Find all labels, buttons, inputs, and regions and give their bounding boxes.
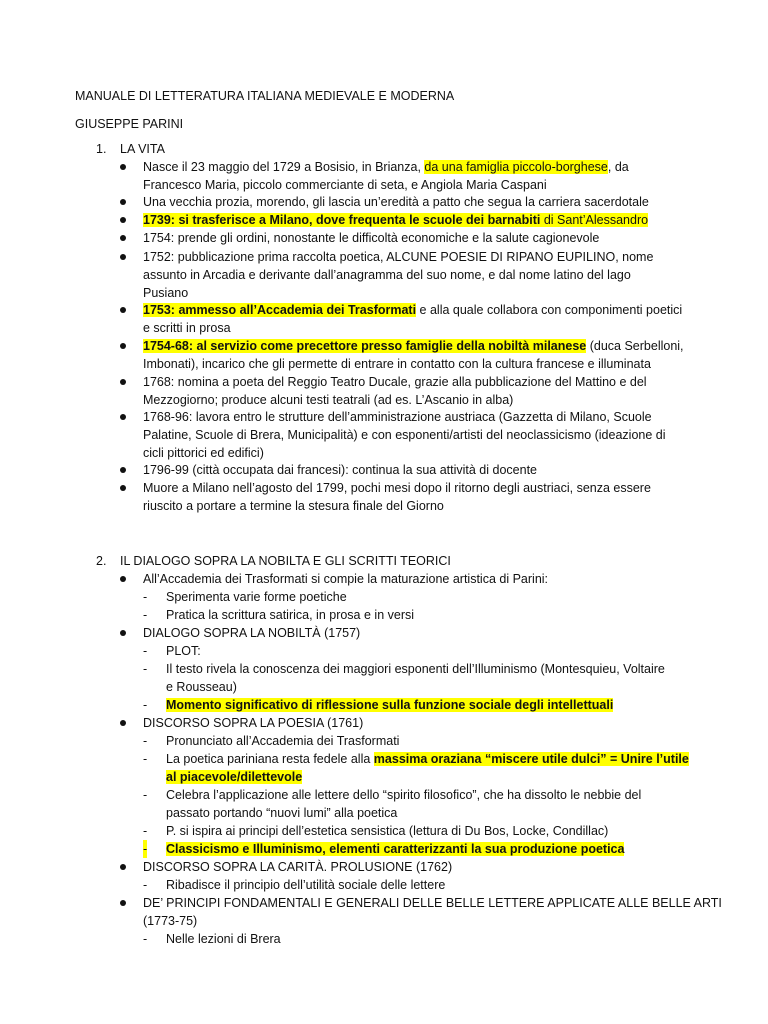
section-1-number: 1. (96, 142, 107, 156)
s2-item-5-line-1: DE’ PRINCIPI FONDAMENTALI E GENERALI DELLE BELLE LETTERE APPLICATE ALLE BELLE ARTI (143, 896, 722, 910)
highlight: massima oraziana “miscere utile dulci” = Unire l’utile (373, 752, 689, 766)
bullet-icon (120, 864, 126, 870)
dash-icon: - (143, 662, 148, 676)
s1-item-4: 1754: prende gli ordini, nonostante le difficoltà economiche e la salute cagionevole (143, 231, 600, 245)
s2-item-1: All’Accademia dei Trasformati si compie la maturazione artistica di Parini: (143, 572, 549, 586)
s1-item-6-line-1: 1753: ammesso all’Accademia dei Trasformati e alla quale collabora con componimenti poetici (143, 303, 683, 317)
s1-item-10: 1796-99 (città occupata dai francesi): continua la sua attività di docente (143, 463, 537, 477)
s1-item-9-line-2: Palatine, Scuole di Brera, Municipalità) e con esponenti/artisti del neoclassicismo (ideazione di (143, 428, 666, 442)
s2-item-3-sub-3-line-1: Celebra l’applicazione alle lettere dello “spirito filosofico”, che ha dissolto le nebbie del (166, 788, 642, 802)
bullet-icon (120, 720, 126, 726)
bullet-icon (120, 164, 126, 170)
s1-item-11-line-1: Muore a Milano nell’agosto del 1799, pochi mesi dopo il ritorno degli austriaci, senza essere (143, 481, 651, 495)
bullet-icon (120, 379, 126, 385)
s1-item-5-line-1: 1752: pubblicazione prima raccolta poetica, ALCUNE POESIE DI RIPANO EUPILINO, nome (143, 250, 654, 264)
s2-item-3-sub-4: P. si ispira ai principi dell’estetica sensistica (lettura di Du Bos, Locke, Condillac) (166, 824, 609, 838)
bullet-icon (120, 199, 126, 205)
s1-item-11-line-2: riuscito a portare a termine la stesura finale del Giorno (143, 499, 444, 513)
s1-item-6-line-2: e scritti in prosa (143, 321, 231, 335)
dash-icon: - (143, 842, 148, 856)
s2-item-2-sub-1: PLOT: (166, 644, 201, 658)
s1-item-7-line-1: 1754-68: al servizio come precettore presso famiglie della nobiltà milanese (duca Serbelloni, (143, 339, 684, 353)
bullet-icon (120, 576, 126, 582)
dash-icon: - (143, 824, 148, 838)
dash-icon: - (143, 878, 148, 892)
dash-icon: - (143, 734, 148, 748)
highlight: Classicismo e Illuminismo, elementi caratterizzanti la sua produzione poetica (166, 842, 625, 856)
s1-item-9-line-1: 1768-96: lavora entro le strutture dell’amministrazione austriaca (Gazzetta di Milano, Scuole (143, 410, 652, 424)
bullet-icon (120, 343, 126, 349)
s2-item-3-sub-5 (166, 840, 624, 858)
s1-item-3: 1739: si trasferisce a Milano, dove frequenta le scuole dei barnabiti di Sant’Alessandro (143, 213, 649, 227)
s2-item-3-sub-2-line-2 (166, 768, 302, 786)
s1-item-9-line-3: cicli pittorici ed edifici) (143, 446, 264, 460)
section-1-title: LA VITA (120, 142, 165, 156)
highlight: al piacevole/dilettevole (166, 770, 303, 784)
s1-item-5-line-2: assunto in Arcadia e derivante dall’anagramma del suo nome, e dal nome latino del lago (143, 268, 631, 282)
document-title: MANUALE DI LETTERATURA ITALIANA MEDIEVALE E MODERNA (75, 89, 455, 103)
dash-icon: - (143, 788, 148, 802)
s2-item-2-sub-3 (166, 696, 613, 714)
s2-item-3-sub-2-line-1: La poetica pariniana resta fedele alla massima oraziana “miscere utile dulci” = Unire l’utile (166, 752, 689, 766)
s1-item-1-line-1: Nasce il 23 maggio del 1729 a Bosisio, in Brianza, da una famiglia piccolo-borghese, da (143, 160, 629, 174)
s2-item-4-sub-1: Ribadisce il principio dell’utilità sociale delle lettere (166, 878, 446, 892)
bullet-icon (120, 254, 126, 260)
bullet-icon (120, 217, 126, 223)
s2-item-3-sub-1: Pronunciato all’Accademia dei Trasformati (166, 734, 400, 748)
s2-item-1-sub-2: Pratica la scrittura satirica, in prosa e in versi (166, 608, 415, 622)
bullet-icon (120, 235, 126, 241)
s1-item-8-line-1: 1768: nomina a poeta del Reggio Teatro Ducale, grazie alla pubblicazione del Mattino e del (143, 375, 647, 389)
section-2-number: 2. (96, 554, 107, 568)
bullet-icon (120, 900, 126, 906)
highlight: da una famiglia piccolo-borghese (424, 160, 608, 174)
section-2-title: IL DIALOGO SOPRA LA NOBILTA E GLI SCRITTI TEORICI (120, 554, 451, 568)
bullet-icon (120, 485, 126, 491)
s2-item-2-sub-2-line-2: e Rousseau) (166, 680, 237, 694)
dash-icon: - (143, 644, 148, 658)
s2-item-3-sub-3-line-2: passato portando “nuovi lumi” alla poetica (166, 806, 398, 820)
bullet-icon (120, 414, 126, 420)
s2-item-4: DISCORSO SOPRA LA CARITÀ. PROLUSIONE (1762) (143, 860, 453, 874)
bullet-icon (120, 467, 126, 473)
dash-icon: - (143, 590, 148, 604)
s1-item-2: Una vecchia prozia, morendo, gli lascia un’eredità a patto che segua la carriera sacerdotale (143, 195, 649, 209)
bullet-icon (120, 307, 126, 313)
s2-item-1-sub-1: Sperimenta varie forme poetiche (166, 590, 347, 604)
author-heading: GIUSEPPE PARINI (75, 117, 184, 131)
s2-item-5-sub-1: Nelle lezioni di Brera (166, 932, 281, 946)
s2-item-2-sub-2-line-1: Il testo rivela la conoscenza dei maggiori esponenti dell’Illuminismo (Montesquieu, Voltaire (166, 662, 665, 676)
s1-item-1-line-2: Francesco Maria, piccolo commerciante di seta, e Angiola Maria Caspani (143, 178, 547, 192)
highlight: Momento significativo di riflessione sulla funzione sociale degli intellettuali (166, 698, 614, 712)
dash-icon: - (143, 608, 148, 622)
highlight: 1739: si trasferisce a Milano, dove frequenta le scuole dei barnabiti (143, 213, 541, 227)
s1-item-8-line-2: Mezzogiorno; produce alcuni testi teatrali (ad es. L’Ascanio in alba) (143, 393, 514, 407)
s2-item-2: DIALOGO SOPRA LA NOBILTÀ (1757) (143, 626, 361, 640)
bullet-icon (120, 630, 126, 636)
s2-item-3: DISCORSO SOPRA LA POESIA (1761) (143, 716, 364, 730)
highlight: 1754-68: al servizio come precettore presso famiglie della nobiltà milanese (143, 339, 587, 353)
dash-icon: - (143, 698, 148, 712)
highlight: 1753: ammesso all’Accademia dei Trasformati (143, 303, 417, 317)
s2-item-5-line-2: (1773-75) (143, 914, 198, 928)
s1-item-7-line-2: Imbonati), incarico che gli permette di entrare in contatto con la cultura francese e illuminata (143, 357, 651, 371)
dash-icon: - (143, 932, 148, 946)
dash-icon: - (143, 752, 148, 766)
s1-item-5-line-3: Pusiano (143, 286, 189, 300)
